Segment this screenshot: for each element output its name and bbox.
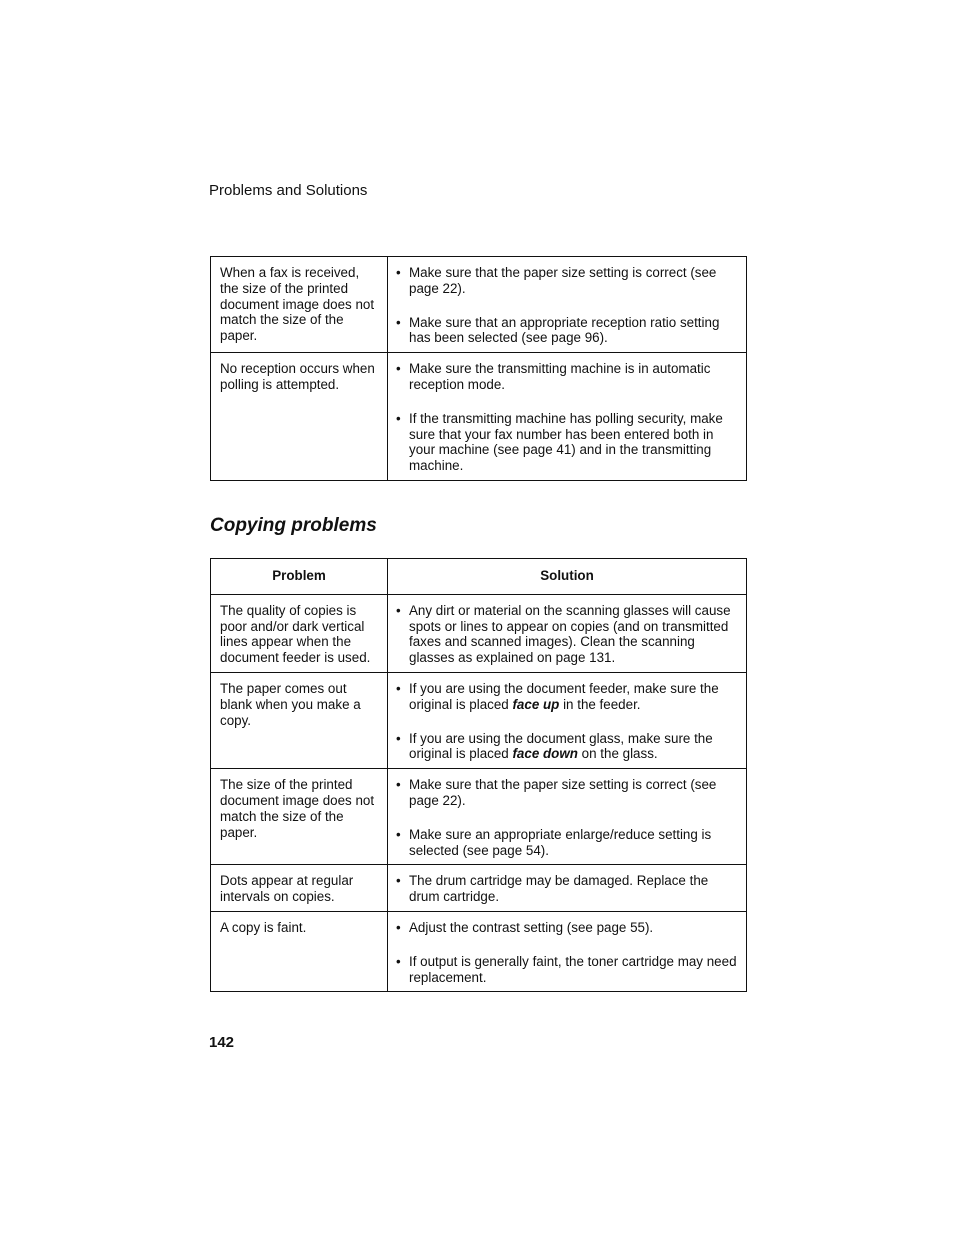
solution-cell [388,594,747,672]
table-row [211,672,747,768]
solution-list [394,361,738,474]
table-header-row [211,559,747,595]
solution-cell [388,911,747,991]
solution-item: • Any dirt or material on the scanning glasses will cause spots or lines to appear on copies (and on transmitted faxes and scanned images). Clean the scanning glasses as explained on page 131. [396,602,731,666]
solution-cell [388,865,747,912]
bullet-icon: • [396,826,401,842]
bullet-icon: • [396,953,401,969]
solution-item: • If you are using the document glass, make sure the original is placed face down on the glass. [396,730,713,762]
bullet-icon: • [396,873,401,889]
solution-item: • If output is generally faint, the toner cartridge may need replacement. [396,953,737,985]
solution-item: • Make sure the transmitting machine is in automatic reception mode. [396,361,711,392]
solution-list [394,920,738,985]
table-row [211,353,747,481]
solution-list [394,873,738,905]
solution-cell [388,353,747,481]
solution-item: • Make sure that the paper size setting is correct (see page 22). [396,265,717,296]
solution-item: • Adjust the contrast setting (see page 55). [396,919,654,935]
bullet-icon: • [396,361,401,377]
table-row [211,594,747,672]
copying-problems-table [210,558,747,992]
problem-cell: A copy is faint. [211,911,388,991]
bullet-icon: • [396,777,401,793]
solution-item: • Make sure that an appropriate reception ratio setting has been selected (see page 96). [396,314,720,346]
problem-cell: Dots appear at regular intervals on copies. [211,865,388,912]
solution-item: • If the transmitting machine has polling security, make sure that your fax number has been entered both in your machine (see page 41) and in the transmitting machine. [396,410,723,474]
page-number: 142 [209,1034,235,1051]
running-header: Problems and Solutions [209,182,368,199]
solution-item: • Make sure that the paper size setting is correct (see page 22). [396,777,717,808]
solution-list [394,265,738,346]
bullet-icon: • [396,314,401,330]
table-row [211,865,747,912]
problem-cell: The paper comes out blank when you make a copy. [211,672,388,768]
solution-item: • If you are using the document feeder, make sure the original is placed face up in the feeder. [396,680,719,712]
emphasis-text: face up [512,696,560,712]
section-title: Copying problems [210,515,377,536]
solution-item: • The drum cartridge may be damaged. Replace the drum cartridge. [396,873,709,905]
solution-cell [388,672,747,768]
bullet-icon: • [396,919,401,935]
table-row [211,911,747,991]
problem-cell: When a fax is received, the size of the printed document image does not match the size of the paper. [211,257,388,353]
problem-cell: No reception occurs when polling is attempted. [211,353,388,481]
table-row [211,257,747,353]
table-row [211,769,747,865]
solution-item: • Make sure an appropriate enlarge/reduce setting is selected (see page 54). [396,826,712,858]
bullet-icon: • [396,410,401,426]
problem-cell: The size of the printed document image does not match the size of the paper. [211,769,388,865]
emphasis-text: face down [512,746,578,762]
solution-cell [388,769,747,865]
problem-cell: The quality of copies is poor and/or dark vertical lines appear when the document feeder is used. [211,594,388,672]
solution-list [394,603,738,666]
column-header-problem: Problem [211,559,388,595]
solution-list [394,681,738,762]
bullet-icon: • [396,730,401,746]
fax-problems-table [210,256,747,481]
bullet-icon: • [396,602,401,618]
solution-list [394,777,738,858]
bullet-icon: • [396,680,401,696]
solution-cell [388,257,747,353]
column-header-solution: Solution [388,559,747,595]
bullet-icon: • [396,265,401,280]
